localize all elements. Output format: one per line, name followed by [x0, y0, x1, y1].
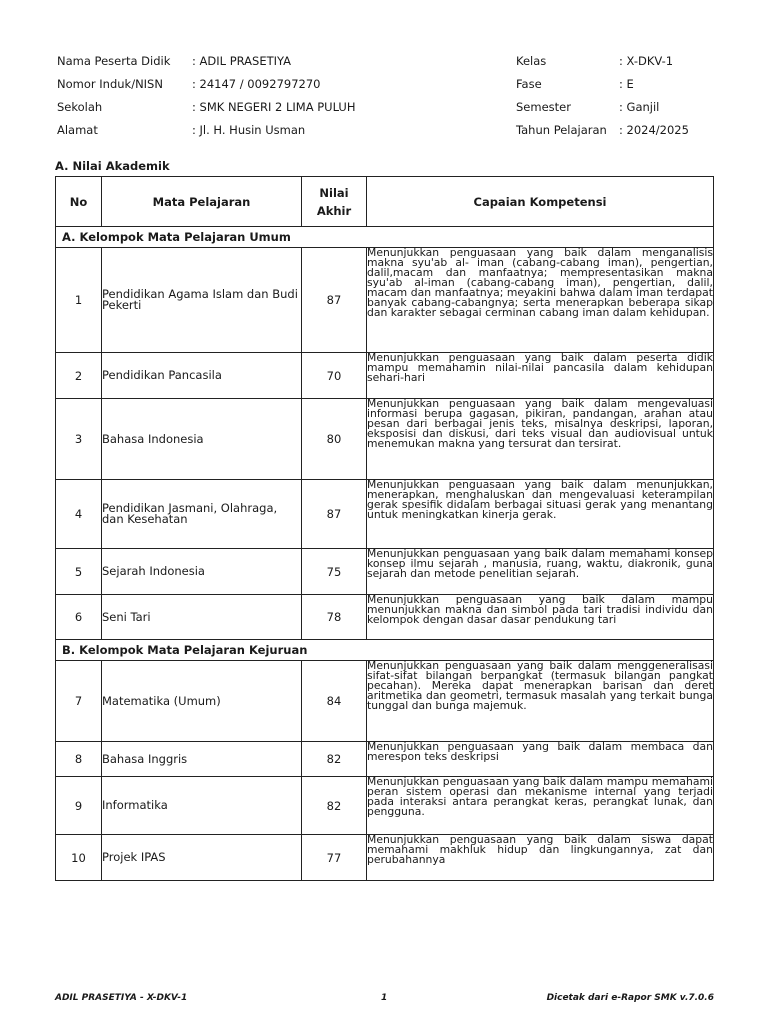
table-row: [56, 399, 714, 480]
group-row: [56, 640, 714, 661]
row-no: 4: [56, 480, 102, 549]
table-row: [56, 777, 714, 835]
footer-student: ADIL PRASETIYA - X-DKV-1: [55, 993, 188, 1003]
table-row: [56, 353, 714, 399]
group-title: B. Kelompok Mata Pelajaran Kejuruan: [56, 640, 714, 661]
row-competency: Menunjukkan penguasaan yang baik dalam mampu memahami peran sistem operasi dan mekanisme internal yang terjadi pada interaksi antara perangkat keras, perangkat lunak, dan pengguna.: [367, 777, 714, 835]
row-score: 70: [302, 353, 367, 399]
row-subject: Informatika: [102, 777, 302, 835]
row-competency: Menunjukkan penguasaan yang baik dalam menganalisis makna syu'ab al- iman (cabang-cabang iman), pengertian, dalil,macam dan manfaatnya; mempresentasikan makna syu'ab al-iman (cabang-cabang iman), pengertian, dalil, macam dan manfaatnya; meyakini bahwa dalam iman terdapat banyak cabang-cabangnya; serta menerapkan beberapa sikap dan karakter sebagai cerminan cabang iman dalam kehidupan.: [367, 248, 714, 353]
row-subject: Matematika (Umum): [102, 661, 302, 742]
row-subject: Pendidikan Agama Islam dan Budi Pekerti: [102, 248, 302, 353]
row-subject: Projek IPAS: [102, 835, 302, 881]
row-score: 77: [302, 835, 367, 881]
row-no: 9: [56, 777, 102, 835]
school-year-value: : 2024/2025: [619, 123, 689, 137]
class-value: : X-DKV-1: [619, 54, 674, 68]
row-competency: Menunjukkan penguasaan yang baik dalam menunjukkan, menerapkan, menghaluskan dan mengevaluasi keterampilan gerak spesifik didalam berbagai situasi gerak yang menantang untuk meningkatkan kinerja gerak.: [367, 480, 714, 549]
school-year-label: Tahun Pelajaran: [516, 123, 607, 137]
row-no: 8: [56, 742, 102, 777]
section-title: A. Nilai Akademik: [55, 159, 170, 173]
address-value: : Jl. H. Husin Usman: [192, 123, 306, 137]
row-score: 78: [302, 595, 367, 640]
school-value: : SMK NEGERI 2 LIMA PULUH: [192, 100, 356, 114]
table-row: [56, 549, 714, 595]
row-score: 84: [302, 661, 367, 742]
row-no: 6: [56, 595, 102, 640]
row-competency: Menunjukkan penguasaan yang baik dalam siswa dapat memahami makhluk hidup dan lingkungannya, zat dan perubahannya: [367, 835, 714, 881]
header-score-line2: Akhir: [316, 203, 352, 218]
table-row: [56, 835, 714, 881]
row-subject: Pendidikan Pancasila: [102, 353, 302, 399]
student-id-value: : 24147 / 0092797270: [192, 77, 321, 91]
row-no: 7: [56, 661, 102, 742]
row-competency: Menunjukkan penguasaan yang baik dalam mengevaluasi informasi berupa gagasan, pikiran, pandangan, arahan atau pesan dari berbagai jenis teks, misalnya deskripsi, laporan, eksposisi dan diskusi, dari teks visual dan audiovisual untuk menemukan makna yang tersurat dan tersirat.: [367, 399, 714, 480]
table-row: [56, 742, 714, 777]
semester-value: : Ganjil: [619, 100, 660, 114]
row-score: 82: [302, 742, 367, 777]
row-subject: Pendidikan Jasmani, Olahraga, dan Kesehatan: [102, 480, 302, 549]
grades-table: [55, 176, 714, 881]
student-name-label: Nama Peserta Didik: [57, 54, 171, 68]
header-subject: Mata Pelajaran: [102, 177, 302, 227]
table-row: [56, 480, 714, 549]
group-title: A. Kelompok Mata Pelajaran Umum: [56, 227, 714, 248]
student-info: [57, 50, 717, 146]
row-competency: Menunjukkan penguasaan yang baik dalam mampu menunjukkan makna dan simbol pada tari tradisi individu dan kelompok dengan dasar dasar pendukung tari: [367, 595, 714, 640]
row-no: 1: [56, 248, 102, 353]
row-score: 87: [302, 248, 367, 353]
row-no: 2: [56, 353, 102, 399]
row-score: 82: [302, 777, 367, 835]
header-no: No: [56, 177, 102, 227]
row-competency: Menunjukkan penguasaan yang baik dalam membaca dan merespon teks deskripsi: [367, 742, 714, 777]
student-id-label: Nomor Induk/NISN: [57, 77, 163, 91]
footer-page-number: 1: [381, 993, 388, 1003]
phase-label: Fase: [516, 77, 542, 91]
school-label: Sekolah: [57, 100, 103, 114]
row-subject: Sejarah Indonesia: [102, 549, 302, 595]
table-row: [56, 661, 714, 742]
address-label: Alamat: [57, 123, 98, 137]
class-label: Kelas: [516, 54, 547, 68]
row-no: 5: [56, 549, 102, 595]
header-competency: Capaian Kompetensi: [367, 177, 714, 227]
footer-printed-by: Dicetak dari e-Rapor SMK v.7.0.6: [546, 993, 714, 1003]
header-score-line1: Nilai: [319, 185, 349, 200]
row-competency: Menunjukkan penguasaan yang baik dalam menggeneralisasi sifat-sifat bilangan berpangkat (termasuk bilangan pangkat pecahan). Mereka dapat menerapkan barisan dan deret aritmetika dan geometri, termasuk masalah yang terkait bunga tunggal dan bunga majemuk.: [367, 661, 714, 742]
table-header-row: [56, 177, 714, 227]
row-score: 80: [302, 399, 367, 480]
table-row: [56, 248, 714, 353]
row-competency: Menunjukkan penguasaan yang baik dalam memahami konsep konsep ilmu sejarah , manusia, ruang, waktu, diakronik, guna sejarah dan metode penelitian sejarah.: [367, 549, 714, 595]
phase-value: : E: [619, 77, 634, 91]
group-row: [56, 227, 714, 248]
row-subject: Seni Tari: [102, 595, 302, 640]
row-competency: Menunjukkan penguasaan yang baik dalam peserta didik mampu memahamin nilai-nilai pancasila dalam kehidupan sehari-hari: [367, 353, 714, 399]
row-score: 87: [302, 480, 367, 549]
semester-label: Semester: [516, 100, 571, 114]
table-row: [56, 595, 714, 640]
row-no: 10: [56, 835, 102, 881]
student-name-value: : ADIL PRASETIYA: [192, 54, 292, 68]
row-score: 75: [302, 549, 367, 595]
row-no: 3: [56, 399, 102, 480]
row-subject: Bahasa Indonesia: [102, 399, 302, 480]
row-subject: Bahasa Inggris: [102, 742, 302, 777]
header-score: [302, 177, 367, 227]
